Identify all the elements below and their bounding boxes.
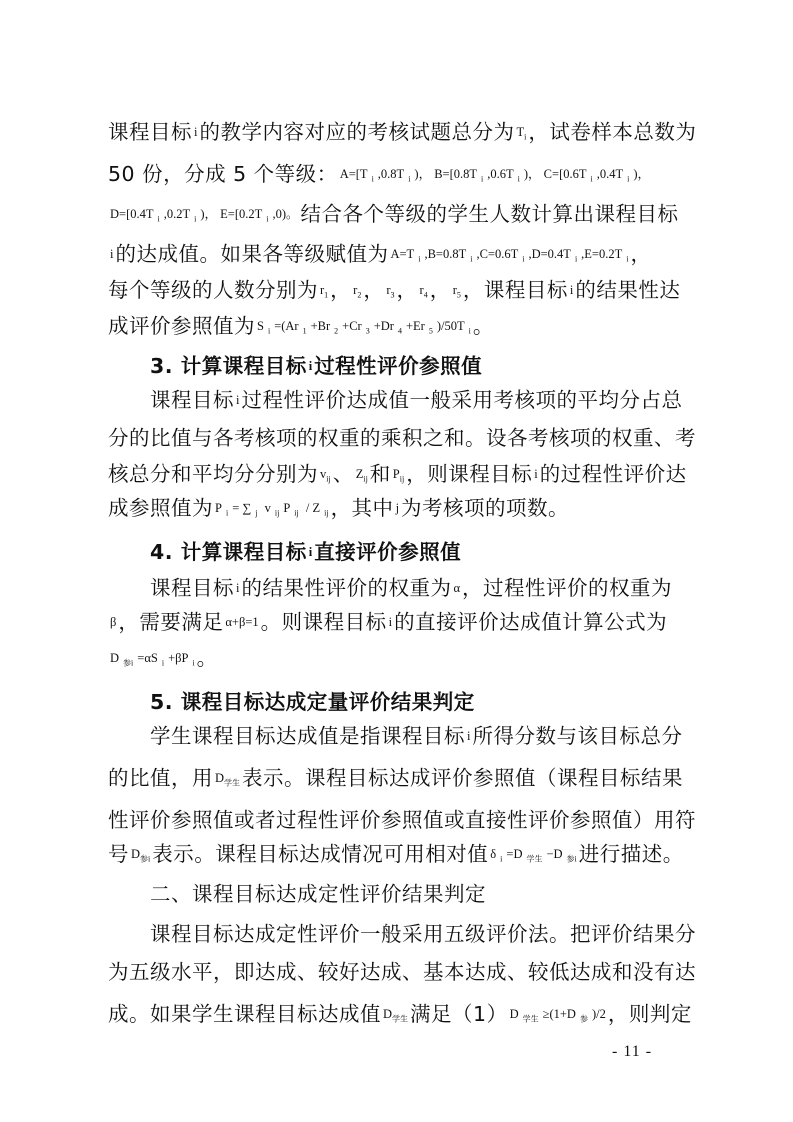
math-base: r [320,283,325,297]
text-run: 满足（1） [410,1002,508,1026]
text-run: ，课程目标 [462,278,568,302]
math-base: i [194,125,198,139]
math-symbol [468,319,471,336]
math-subscript: i [161,658,165,668]
math-symbol [255,501,258,518]
formula: )， C=[0.6T [523,167,587,181]
math-symbol [534,467,537,481]
formula: +Dr [373,319,394,333]
formula: P [215,501,222,515]
math-symbol [294,501,299,518]
formula: )， B=[0.8T [414,167,478,181]
text-line [108,644,218,678]
text-run: ， [396,278,418,302]
formula: D [110,651,120,665]
text-run: 、 [332,462,354,486]
math-subscript: ij [294,508,299,518]
math-symbol [267,319,271,336]
formula: α+β=1 [225,615,259,629]
math-subscript: 5 [428,326,433,336]
text-line [150,386,682,414]
text-run: 为五级水平，即达成、较好达成、基本达成、较低达成和没有达 [108,960,696,984]
math-subscript: 4 [397,326,402,336]
math-symbol [522,1007,539,1024]
math-base: v [320,467,327,481]
math-subscript: ij [326,474,331,484]
math-subscript: 学生 [522,1014,539,1024]
math-symbol [574,247,578,264]
math-symbol [579,1007,588,1024]
text-run: 所得分数与该目标总分 [472,724,683,748]
formula: −D [546,847,563,861]
math-base: j [395,501,400,515]
math-symbol [392,467,405,484]
text-run: 。 [196,646,218,670]
formula: ,E=0.2T [581,247,623,261]
math-symbol [324,501,329,518]
text-run: 课程目标达成定性评价一般采用五级评价法。把评价结果分 [150,922,696,946]
text-line [108,240,651,274]
math-symbol [371,167,374,184]
text-run: 的结果性达 [575,278,681,302]
math-base: i [236,581,240,595]
text-run: 过程性评价参照值 [314,354,483,378]
text-line [150,722,682,750]
formula: )， E=[0.2T [200,207,263,221]
math-subscript: ij [324,508,329,518]
text-run: 核总分和平均分分别为 [108,462,318,486]
math-subscript: 1 [302,326,307,336]
text-run: 的教学内容对应的考核试题总分为 [199,120,515,144]
math-symbol [408,167,411,184]
math-subscript: i [157,214,160,224]
math-subscript: 2 [334,326,339,336]
math-subscript: 参i [140,854,151,864]
text-line [150,880,486,908]
text-run: 表示。课程目标达成情况可用相对值 [152,842,489,866]
math-symbol [386,283,395,300]
math-subscript: 1 [324,290,329,300]
math-symbol [428,319,433,336]
text-line [108,1000,692,1034]
formula: D=[0.4T [110,207,154,221]
math-symbol [626,247,629,264]
formula: ,D=0.4T [528,247,571,261]
text-run: 的比值，用 [108,766,213,790]
text-run: 分的比值与各考核项的权重的乘积之和。设各考核项的权重、考 [108,426,696,450]
text-run: ， [330,278,352,302]
math-base: r [386,283,391,297]
formula: ≥(1+D [542,1007,576,1021]
math-subscript: i [627,174,630,184]
math-symbol [215,771,241,788]
text-run: ，需要满足 [118,610,224,634]
math-symbol [389,615,392,629]
text-run: ， [363,278,385,302]
math-subscript: 参i [566,854,577,864]
math-symbol [334,319,339,336]
math-subscript: 学生 [392,1014,409,1024]
text-run: 每个等级的人数分别为 [108,278,318,302]
math-symbol [225,501,229,518]
formula: D [509,1007,519,1021]
math-subscript: ij [399,474,405,484]
math-symbol [470,247,473,264]
section-heading [150,538,461,566]
math-symbol [419,283,428,300]
math-symbol [383,1007,409,1024]
math-symbol [467,729,470,743]
math-subscript: i [574,254,578,264]
math-base: i [467,729,471,743]
text-line [108,160,652,194]
math-subscript: i [194,214,197,224]
text-run: 直接评价参照值 [314,540,462,564]
formula: ,0.2T [163,207,191,221]
math-subscript: 3 [390,290,395,300]
text-line [150,920,696,948]
math-symbol [627,167,630,184]
math-symbol [481,167,484,184]
text-run: 过程性评价达成值一般采用考核项的平均分占总 [241,388,683,412]
text-run: 学生课程目标达成值是指课程目标 [150,724,465,748]
text-run: 3. 计算课程目标 [150,354,307,378]
formula: P [283,501,291,515]
math-subscript: i [522,254,525,264]
math-base: D [215,771,225,785]
text-run: 成评价参照值为 [108,314,255,338]
text-line [108,424,696,452]
math-subscript: 5 [456,290,461,300]
text-run: ， [630,242,652,266]
formula: / Z [302,501,321,515]
text-run: ，其中 [330,496,394,520]
formula: )/50T [436,319,465,333]
text-run: 成。如果学生课程目标达成值 [108,1002,381,1026]
text-run: 为考核项的项数。 [401,496,570,520]
math-base: Z [355,467,364,481]
math-symbol [266,207,269,224]
math-symbol [157,207,160,224]
text-run: 成参照值为 [108,496,213,520]
text-run: 课程目标 [150,576,234,600]
math-base: T [516,125,525,139]
formula: +Cr [342,319,362,333]
formula: +Er [405,319,425,333]
math-subscript: i [408,174,411,184]
math-subscript: i [626,254,629,264]
text-run: ，过程性评价的权重为 [462,576,673,600]
math-subscript: i [470,254,473,264]
math-base: i [534,467,538,481]
math-symbol [123,651,134,668]
text-line [150,574,672,602]
math-base: i [110,247,114,261]
math-symbol [526,847,543,864]
math-subscript: 参i [123,658,134,668]
math-subscript: i [267,326,271,336]
formula: ,0.6T [487,167,514,181]
math-symbol [236,393,239,407]
text-run: 50 份，分成 5 个等级： [108,162,338,186]
math-symbol [320,283,329,300]
text-run: 。则课程目标 [260,610,387,634]
math-subscript: 4 [423,290,428,300]
text-run: 课程目标 [108,120,192,144]
formula: =(Ar [274,319,299,333]
math-symbol [365,319,370,336]
formula: )， [633,167,651,181]
math-symbol [302,319,307,336]
math-symbol [355,467,368,484]
text-run: 4. 计算课程目标 [150,540,307,564]
text-run: 的直接评价达成值计算公式为 [394,610,668,634]
formula: ,C=0.6T [476,247,519,261]
text-line [108,200,679,234]
math-subscript: i [225,508,229,518]
text-line [108,958,696,986]
math-subscript: i [371,174,374,184]
math-symbol [309,545,312,559]
formula: +βP [168,651,189,665]
math-symbol [274,501,280,518]
formula: v [261,501,271,515]
formula: +Br [310,319,331,333]
math-symbol [236,581,239,595]
math-base: i [388,615,393,629]
math-subscript: i [524,132,527,142]
math-subscript: 3 [365,326,370,336]
math-base: D [383,1007,393,1021]
math-symbol [590,167,593,184]
text-run: 表示。课程目标达成评价参照值（课程目标结果 [242,766,684,790]
math-subscript: j [255,508,258,518]
math-symbol [522,247,525,264]
math-symbol [500,847,503,864]
math-symbol [194,125,197,139]
text-line [108,460,687,494]
math-subscript: i [590,174,593,184]
math-subscript: i [418,254,421,264]
math-subscript: ij [274,508,280,518]
text-line [108,312,494,346]
math-symbol [418,247,421,264]
math-subscript: i [500,854,503,864]
formula: ,0)。 [272,207,299,221]
text-run: ， [429,278,451,302]
text-run: 。 [472,314,494,338]
formula: S [257,319,264,333]
section-heading [150,688,475,716]
formula: ,0.4T [596,167,624,181]
math-base: r [353,283,358,297]
math-symbol [397,319,402,336]
text-line [108,764,683,798]
math-base: i [236,393,240,407]
text-run: 的达成值。如果各等级赋值为 [115,242,389,266]
text-line [108,276,680,310]
text-line [108,806,696,834]
math-symbol [309,359,312,373]
formula: A=[T [339,167,368,181]
text-run: ，则课程目标 [406,462,533,486]
text-run: ，则判定 [607,1002,692,1026]
math-base: r [452,283,457,297]
math-symbol [192,651,195,668]
math-base: D [131,847,141,861]
page-number: - 11 - [612,1043,653,1060]
math-symbol [131,847,151,864]
text-run: 的结果性评价的权重为 [241,576,452,600]
math-subscript: 参 [579,1014,588,1024]
math-symbol [517,167,520,184]
text-run: 性评价参照值或者过程性评价参照值或直接性评价参照值）用符 [108,808,696,832]
text-run: 进行描述。 [578,842,684,866]
math-base: i [308,359,313,373]
math-subscript: 学生 [526,854,543,864]
math-symbol [452,283,461,300]
text-line [108,494,569,528]
math-subscript: i [468,326,471,336]
formula: α [453,581,461,595]
math-subscript: 学生 [224,778,241,788]
math-symbol [516,125,527,142]
math-symbol [161,651,165,668]
section-heading [150,352,482,380]
math-symbol [110,247,113,261]
math-symbol [353,283,362,300]
text-run: 二、课程目标达成定性评价结果判定 [150,882,486,906]
math-symbol [396,501,399,515]
math-base: i [308,545,313,559]
text-run: 和 [369,462,391,486]
math-base: r [419,283,424,297]
math-subscript: 2 [357,290,362,300]
math-symbol [570,283,573,297]
math-subscript: i [517,174,520,184]
text-run: 课程目标 [150,388,234,412]
text-run: 号 [108,842,129,866]
formula: A=T [390,247,415,261]
math-subscript: i [192,658,195,668]
text-line [108,840,684,874]
math-symbol [194,207,197,224]
math-subscript: i [266,214,269,224]
text-run: 5. 课程目标达成定量评价结果判定 [150,690,475,714]
math-symbol [320,467,331,484]
text-line [108,118,696,152]
text-line [108,608,667,636]
formula: β [110,615,117,629]
math-base: P [392,467,400,481]
math-subscript: i [481,174,484,184]
text-run: 的过程性评价达 [539,462,687,486]
math-symbol [566,847,577,864]
formula: ,0.8T [377,167,405,181]
text-run: ，试卷样本总数为 [528,120,697,144]
math-subscript: ij [363,474,368,484]
formula: )/2 [591,1007,606,1021]
text-run: 结合各个等级的学生人数计算出课程目标 [300,202,679,226]
math-base: i [569,283,574,297]
formula: = ∑ [232,501,252,515]
formula: ,B=0.8T [424,247,467,261]
formula: =D [506,847,523,861]
formula: =αS [137,651,158,665]
formula: δ [490,847,497,861]
